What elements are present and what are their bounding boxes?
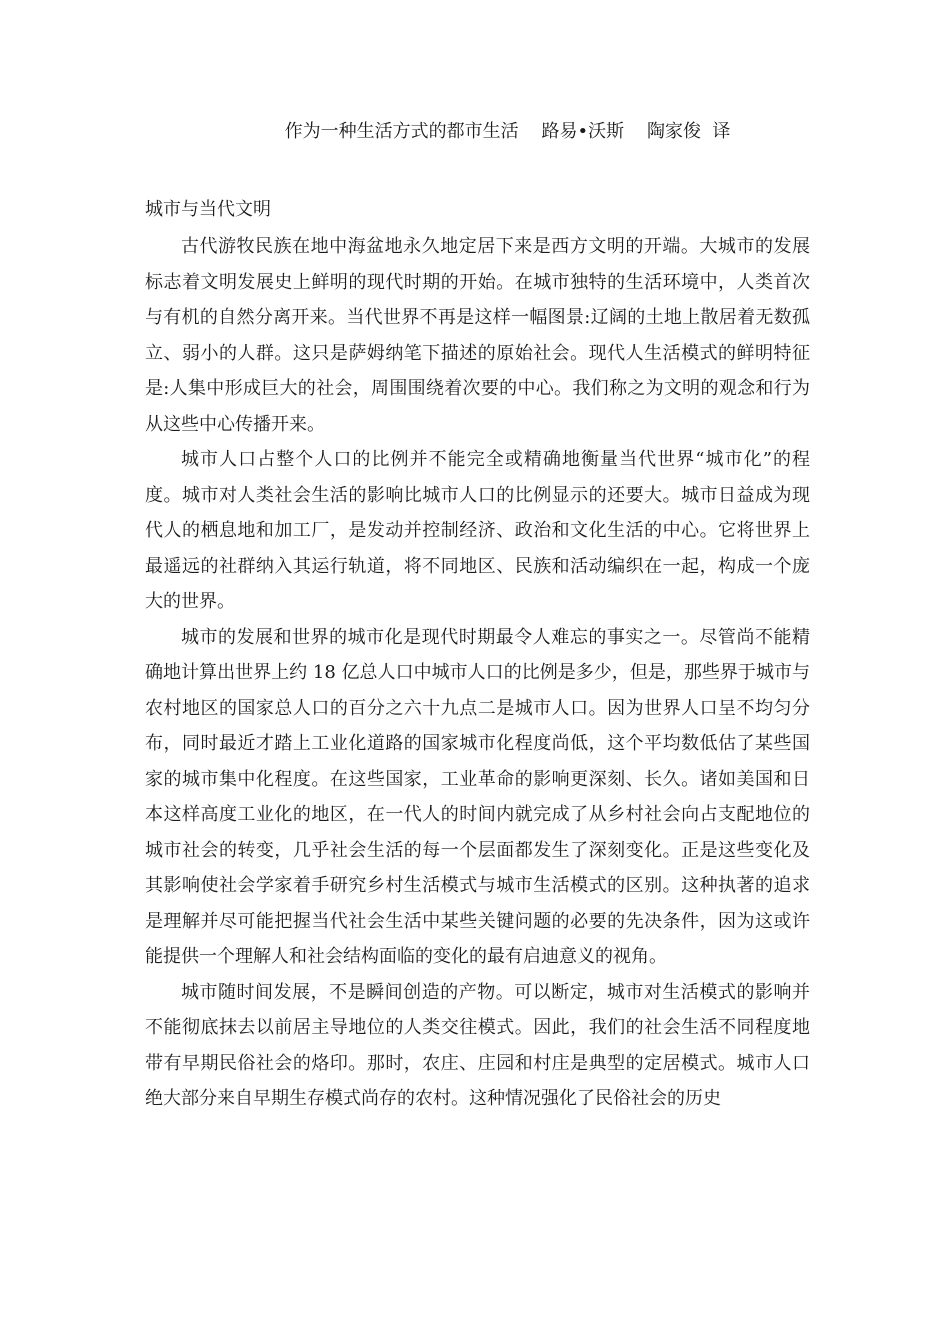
paragraph: 古代游牧民族在地中海盆地永久地定居下来是西方文明的开端。大城市的发展标志着文明发展史上鲜明的现代时期的开始。在城市独特的生活环境中，人类首次与有机的自然分离开来。当代世界不再是这样一幅图景:辽阔的土地上散居着无数孤立、弱小的人群。这只是萨姆纳笔下描述的原始社会。现代人生活模式的鲜明特征是:人集中形成巨大的社会，周围围绕着次要的中心。我们称之为文明的观念和行为从这些中心传播开来。 xyxy=(145,236,810,435)
section-heading: 城市与当代文明 xyxy=(145,199,271,220)
document-body xyxy=(145,229,810,1117)
paragraph: 城市的发展和世界的城市化是现代时期最令人难忘的事实之一。尽管尚不能精确地计算出世界上约 18 亿总人口中城市人口的比例是多少，但是，那些界于城市与农村地区的国家总人口的百分之六十九点二是城市人口。因为世界人口呈不均匀分布，同时最近才踏上工业化道路的国家城市化程度尚低，这个平均数低估了某些国家的城市集中化程度。在这些国家，工业革命的影响更深刻、长久。诸如美国和日本这样高度工业化的地区，在一代人的时间内就完成了从乡村社会向占支配地位的城市社会的转变，几乎社会生活的每一个层面都发生了深刻变化。正是这些变化及其影响使社会学家着手研究乡村生活模式与城市生活模式的区别。这种执著的追求是理解并尽可能把握当代社会生活中某些关键问题的必要的先决条件，因为这或许能提供一个理解人和社会结构面临的变化的最有启迪意义的视角。 xyxy=(145,626,810,967)
paragraph: 城市随时间发展，不是瞬间创造的产物。可以断定，城市对生活模式的影响并不能彻底抹去以前居主导地位的人类交往模式。因此，我们的社会生活不同程度地带有早期民俗社会的烙印。那时，农庄、庄园和村庄是典型的定居模式。城市人口绝大部分来自早期生存模式尚存的农村。这种情况强化了民俗社会的历史 xyxy=(145,981,810,1109)
document-title: 作为一种生活方式的都市生活 路易•沃斯 陶家俊 译 xyxy=(284,121,731,142)
paragraph: 城市人口占整个人口的比例并不能完全或精确地衡量当代世界“城市化”的程度。城市对人类社会生活的影响比城市人口的比例显示的还要大。城市日益成为现代人的栖息地和加工厂，是发动并控制经济、政治和文化生活的中心。它将世界上最遥远的社群纳入其运行轨道，将不同地区、民族和活动编织在一起，构成一个庞大的世界。 xyxy=(145,449,810,612)
